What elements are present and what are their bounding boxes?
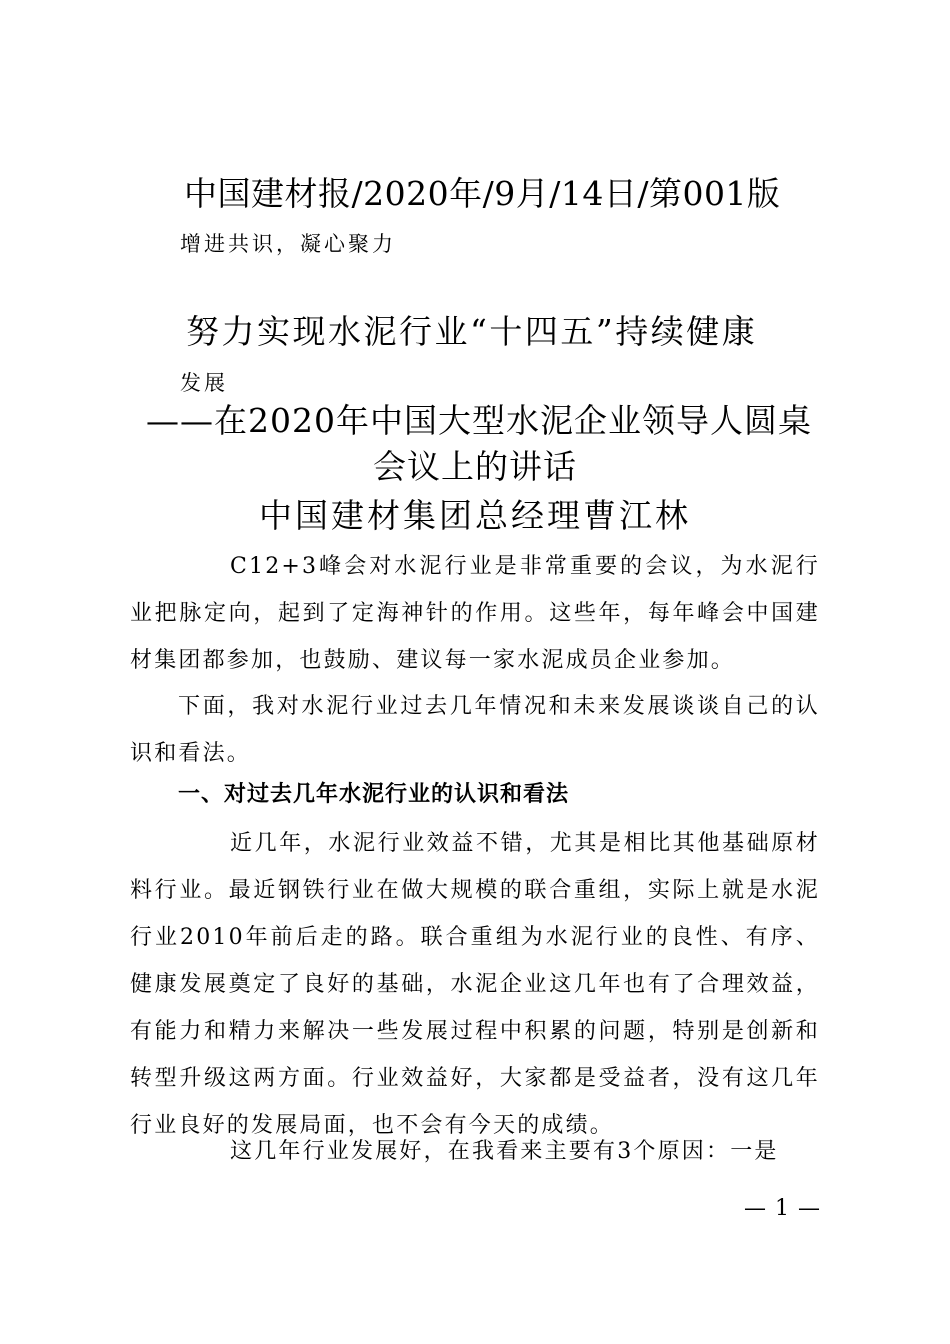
speech-subtitle-line-2: 会议上的讲话 (373, 447, 577, 486)
paragraph-4: 这几年行业发展好，在我看来主要有3个原因：一是 (230, 1139, 779, 1164)
paragraph-3: 近几年，水泥行业效益不错，尤其是相比其他基础原材料行业。最近钢铁行业在做大规模的联合重组，实际上就是水泥行业2010年前后走的路。联合重组为水泥行业的良性、有序、健康发展奠定了良好的基础，水泥企业这几年也有了合理效益，有能力和精力来解决一些发展过程中积累的问题，特别是创新和转型升级这两方面。行业效益好，大家都是受益者，没有这几年行业良好的发展局面，也不会有今天的成绩。 (130, 831, 820, 1138)
section-heading: 一、对过去几年水泥行业的认识和看法 (178, 782, 570, 807)
article-title-continuation: 发展 (180, 371, 228, 395)
author-line: 中国建材集团总经理曹江林 (259, 496, 691, 535)
article-subtitle: 增进共识，凝心聚力 (180, 232, 396, 256)
paragraph-1: C12+3峰会对水泥行业是非常重要的会议，为水泥行业把脉定向，起到了定海神针的作用。这些年，每年峰会中国建材集团都参加，也鼓励、建议每一家水泥成员企业参加。 (130, 554, 820, 673)
speech-subtitle-line-1: ——在2020年中国大型水泥企业领导人圆桌 (146, 401, 812, 440)
speech-subtitle (0, 398, 950, 490)
paragraph-2: 下面，我对水泥行业过去几年情况和未来发展谈谈自己的认识和看法。 (130, 694, 820, 766)
article-title: 努力实现水泥行业“十四五”持续健康 (186, 312, 758, 351)
page-number: — 1 — (744, 1196, 821, 1221)
newspaper-masthead: 中国建材报/2020年/9月/14日/第001版 (184, 174, 781, 213)
